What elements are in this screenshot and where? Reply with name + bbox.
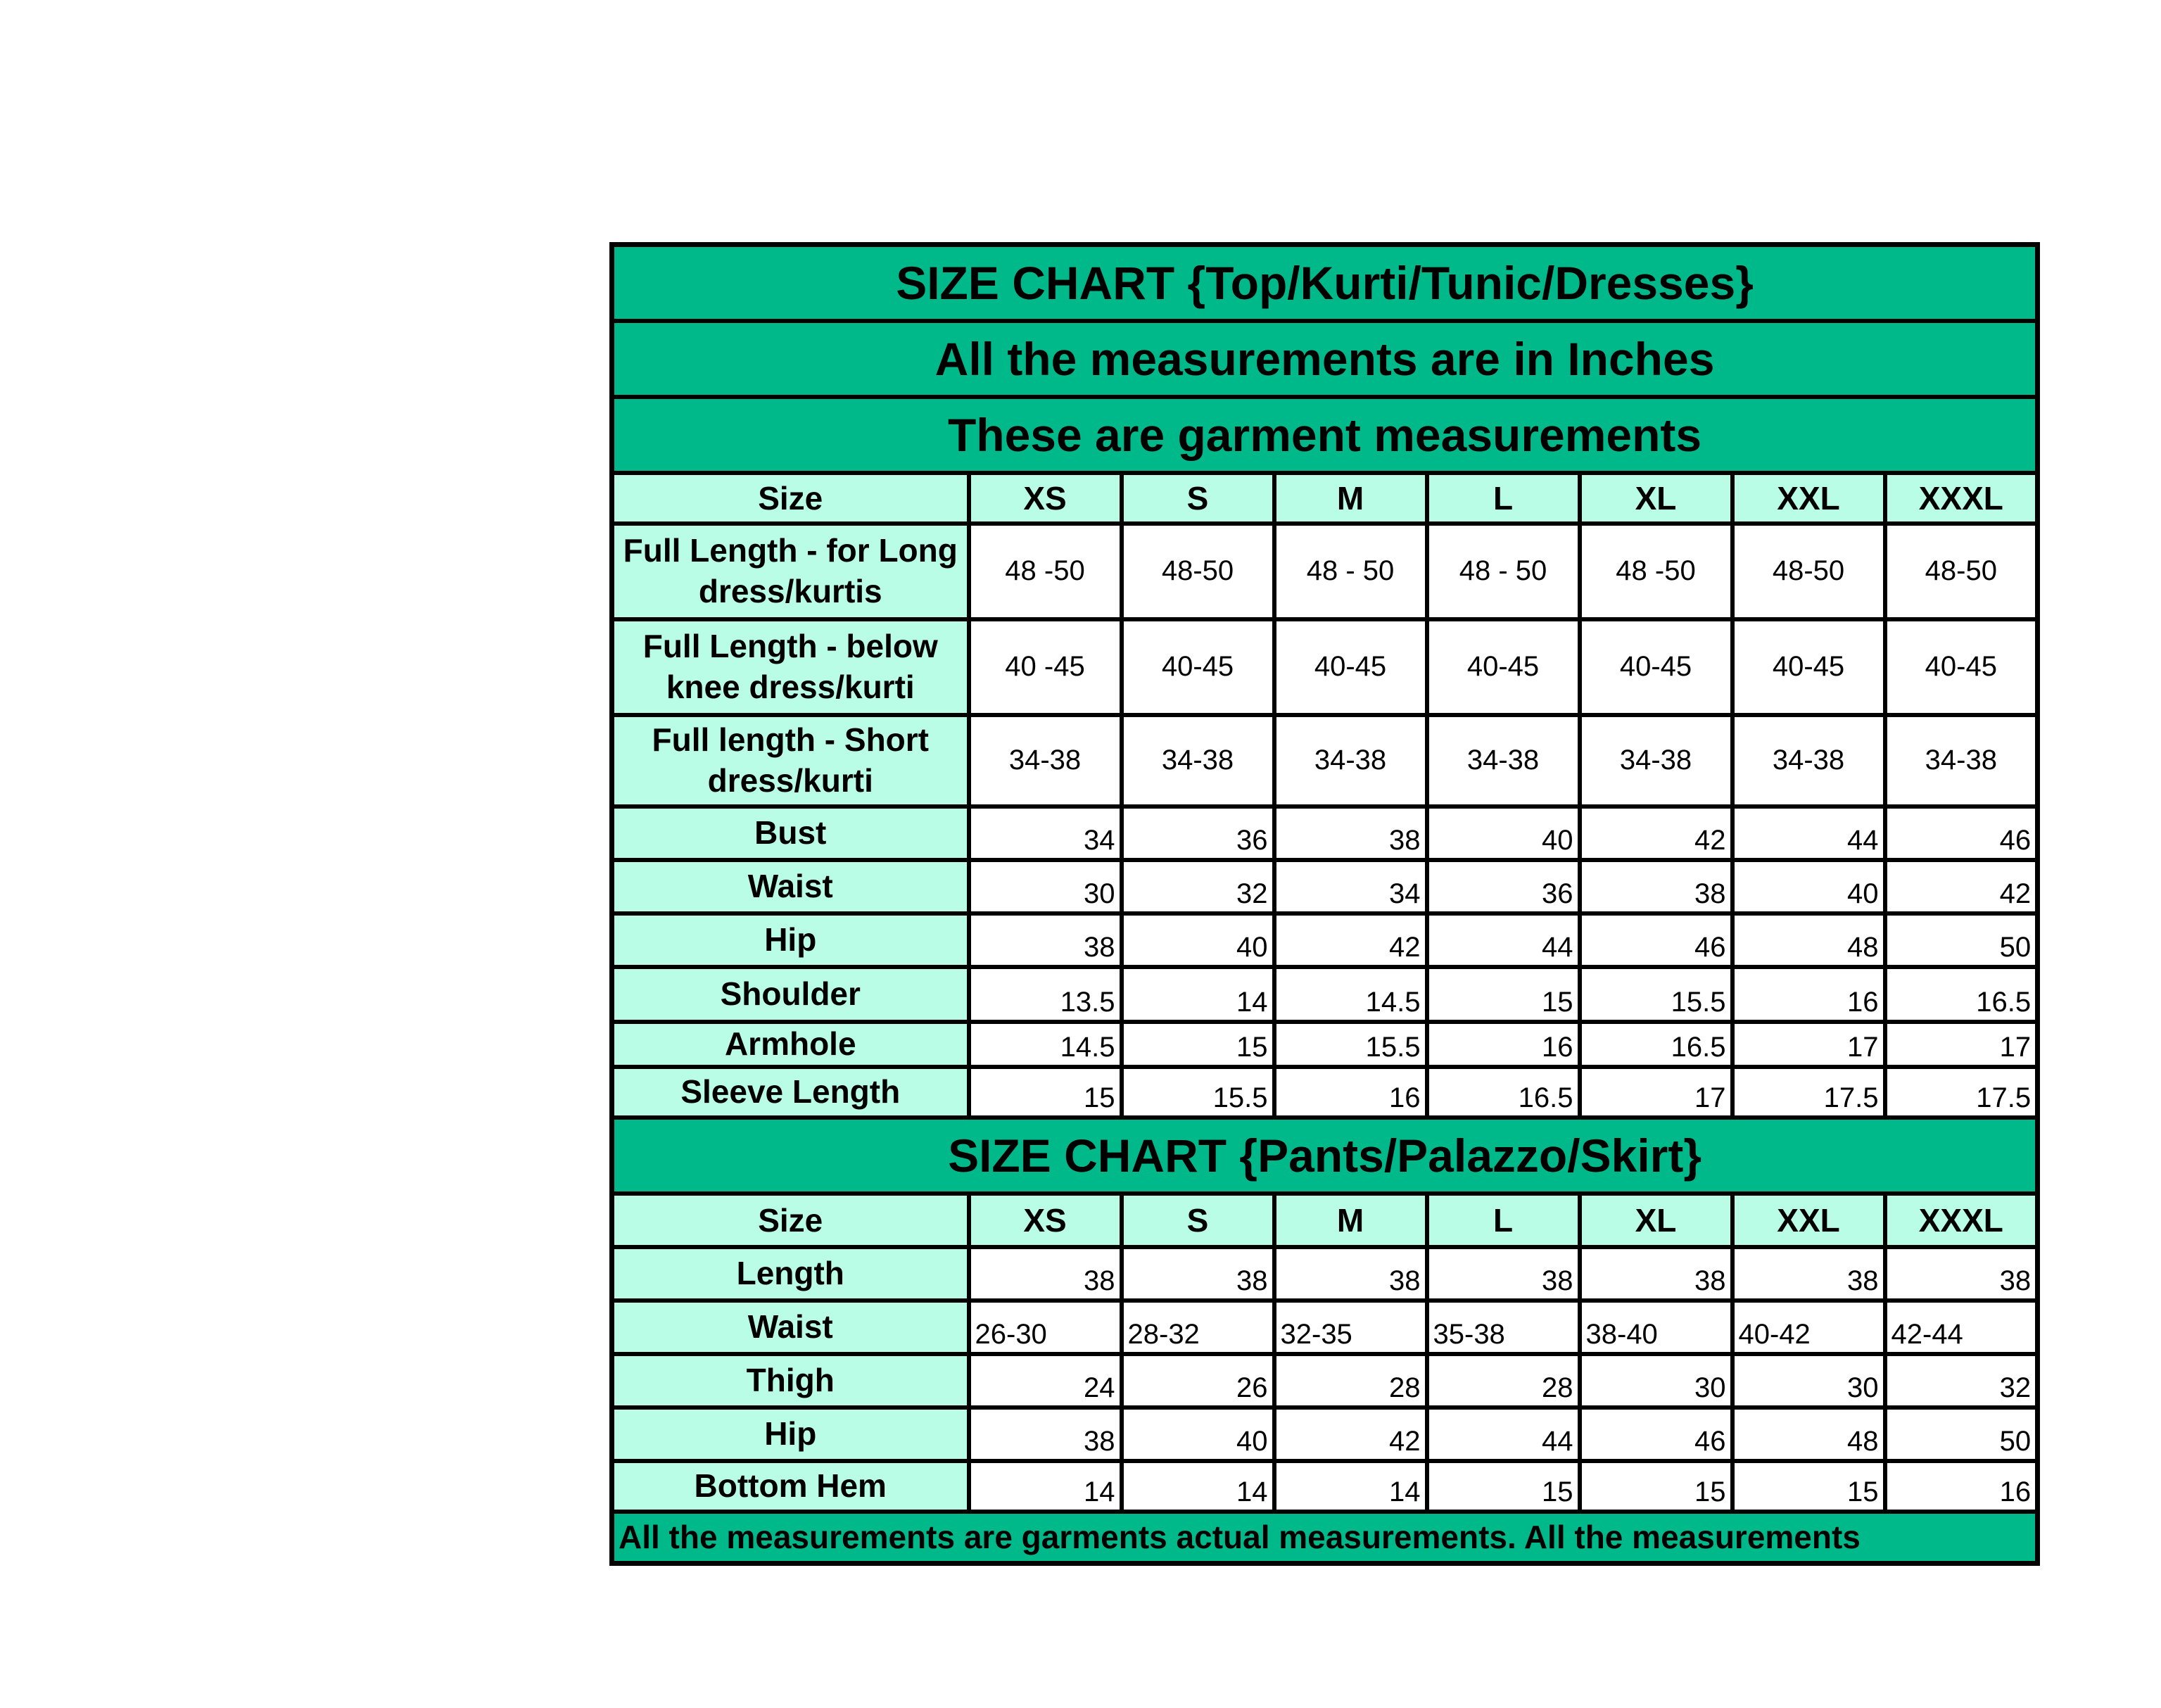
measurement-value: 40-45 [1427, 619, 1580, 715]
measurement-value: 44 [1427, 913, 1580, 967]
garment-note: These are garment measurements [612, 397, 2038, 473]
table-row [612, 1407, 2038, 1461]
measurement-value: 46 [1885, 806, 2038, 860]
table-row [612, 967, 2038, 1022]
measurement-value: 34 [1274, 860, 1427, 913]
measurement-value: 48 -50 [969, 524, 1122, 619]
measurement-value: 42 [1580, 806, 1732, 860]
measurement-value: 34-38 [1580, 715, 1732, 806]
measurement-value: 38 [1580, 1247, 1732, 1301]
units-note-row [612, 321, 2038, 397]
table-row [612, 860, 2038, 913]
measurement-value: 17 [1885, 1022, 2038, 1067]
measurement-value: 38 [969, 913, 1122, 967]
size-header: Size [612, 473, 969, 524]
measurement-value: 16 [1427, 1022, 1580, 1067]
measurement-value: 28 [1427, 1354, 1580, 1407]
measurement-value: 38 [1274, 1247, 1427, 1301]
measurement-value: 38 [969, 1407, 1122, 1461]
footer-note: All the measurements are garments actual measurements. All the measurements [612, 1512, 2038, 1564]
measurement-value: 46 [1580, 913, 1732, 967]
measurement-label: Waist [612, 860, 969, 913]
measurement-value: 42 [1274, 913, 1427, 967]
measurement-value: 48 - 50 [1427, 524, 1580, 619]
table-row [612, 1354, 2038, 1407]
bottom-chart-title: SIZE CHART {Pants/Palazzo/Skirt} [612, 1118, 2038, 1194]
size-column-header: L [1427, 473, 1580, 524]
measurement-label: Full length - Short dress/kurti [612, 715, 969, 806]
size-column-header: XXXL [1885, 1194, 2038, 1247]
measurement-value: 42 [1274, 1407, 1427, 1461]
measurement-value: 48 - 50 [1274, 524, 1427, 619]
measurement-value: 15.5 [1122, 1067, 1274, 1118]
size-header: Size [612, 1194, 969, 1247]
measurement-value: 26-30 [969, 1301, 1122, 1354]
measurement-value: 38 [1122, 1247, 1274, 1301]
measurement-value: 16 [1885, 1461, 2038, 1512]
measurement-label: Armhole [612, 1022, 969, 1067]
size-column-header: S [1122, 473, 1274, 524]
measurement-value: 14 [969, 1461, 1122, 1512]
header-row [612, 473, 2038, 524]
table-row [612, 1247, 2038, 1301]
measurement-value: 44 [1732, 806, 1885, 860]
measurement-value: 34-38 [1427, 715, 1580, 806]
units-note: All the measurements are in Inches [612, 321, 2038, 397]
table-row [612, 619, 2038, 715]
measurement-value: 44 [1427, 1407, 1580, 1461]
measurement-value: 36 [1122, 806, 1274, 860]
measurement-value: 42-44 [1885, 1301, 2038, 1354]
measurement-value: 48 [1732, 1407, 1885, 1461]
measurement-value: 40-45 [1274, 619, 1427, 715]
measurement-value: 48-50 [1732, 524, 1885, 619]
measurement-value: 40-42 [1732, 1301, 1885, 1354]
table-row [612, 806, 2038, 860]
measurement-value: 15 [1580, 1461, 1732, 1512]
measurement-value: 14.5 [1274, 967, 1427, 1022]
measurement-value: 15 [1427, 1461, 1580, 1512]
measurement-value: 40-45 [1122, 619, 1274, 715]
measurement-label: Bust [612, 806, 969, 860]
size-column-header: XXXL [1885, 473, 2038, 524]
measurement-value: 28-32 [1122, 1301, 1274, 1354]
top-chart-title: SIZE CHART {Top/Kurti/Tunic/Dresses} [612, 245, 2038, 321]
measurement-value: 38 [1427, 1247, 1580, 1301]
measurement-value: 34-38 [1885, 715, 2038, 806]
measurement-value: 16 [1732, 967, 1885, 1022]
measurement-value: 13.5 [969, 967, 1122, 1022]
measurement-value: 15 [1427, 967, 1580, 1022]
measurement-value: 15 [969, 1067, 1122, 1118]
garment-note-row [612, 397, 2038, 473]
table-row [612, 715, 2038, 806]
measurement-value: 34 [969, 806, 1122, 860]
measurement-value: 15 [1732, 1461, 1885, 1512]
measurement-label: Length [612, 1247, 969, 1301]
table-row [612, 1022, 2038, 1067]
header-row [612, 1194, 2038, 1247]
measurement-value: 38-40 [1580, 1301, 1732, 1354]
measurement-value: 16.5 [1885, 967, 2038, 1022]
measurement-value: 40 [1427, 806, 1580, 860]
measurement-label: Waist [612, 1301, 969, 1354]
size-column-header: M [1274, 1194, 1427, 1247]
measurement-label: Full Length - for Long dress/kurtis [612, 524, 969, 619]
measurement-value: 38 [1580, 860, 1732, 913]
measurement-value: 40 [1732, 860, 1885, 913]
measurement-value: 16 [1274, 1067, 1427, 1118]
table-row [612, 1461, 2038, 1512]
measurement-value: 38 [969, 1247, 1122, 1301]
measurement-value: 48-50 [1122, 524, 1274, 619]
measurement-value: 15.5 [1274, 1022, 1427, 1067]
measurement-value: 28 [1274, 1354, 1427, 1407]
measurement-value: 14.5 [969, 1022, 1122, 1067]
measurement-value: 15 [1122, 1022, 1274, 1067]
measurement-value: 30 [1732, 1354, 1885, 1407]
size-column-header: XS [969, 473, 1122, 524]
measurement-value: 32-35 [1274, 1301, 1427, 1354]
measurement-value: 16.5 [1580, 1022, 1732, 1067]
table-row [612, 913, 2038, 967]
measurement-value: 14 [1274, 1461, 1427, 1512]
measurement-label: Shoulder [612, 967, 969, 1022]
measurement-value: 42 [1885, 860, 2038, 913]
size-chart-table [609, 242, 2040, 1566]
measurement-value: 16.5 [1427, 1067, 1580, 1118]
measurement-value: 17.5 [1732, 1067, 1885, 1118]
measurement-value: 46 [1580, 1407, 1732, 1461]
measurement-value: 32 [1122, 860, 1274, 913]
measurement-value: 48-50 [1885, 524, 2038, 619]
measurement-value: 40-45 [1580, 619, 1732, 715]
size-column-header: XXL [1732, 1194, 1885, 1247]
measurement-value: 35-38 [1427, 1301, 1580, 1354]
measurement-value: 24 [969, 1354, 1122, 1407]
measurement-value: 34-38 [969, 715, 1122, 806]
measurement-value: 40-45 [1885, 619, 2038, 715]
measurement-value: 38 [1885, 1247, 2038, 1301]
measurement-value: 50 [1885, 1407, 2038, 1461]
measurement-label: Hip [612, 913, 969, 967]
measurement-value: 48 [1732, 913, 1885, 967]
measurement-value: 32 [1885, 1354, 2038, 1407]
measurement-value: 40 -45 [969, 619, 1122, 715]
measurement-value: 38 [1732, 1247, 1885, 1301]
measurement-value: 30 [969, 860, 1122, 913]
size-column-header: XXL [1732, 473, 1885, 524]
measurement-value: 34-38 [1732, 715, 1885, 806]
measurement-value: 15.5 [1580, 967, 1732, 1022]
measurement-value: 48 -50 [1580, 524, 1732, 619]
table-row [612, 1301, 2038, 1354]
measurement-label: Bottom Hem [612, 1461, 969, 1512]
size-column-header: S [1122, 1194, 1274, 1247]
size-column-header: XL [1580, 1194, 1732, 1247]
measurement-value: 36 [1427, 860, 1580, 913]
measurement-label: Thigh [612, 1354, 969, 1407]
size-column-header: XS [969, 1194, 1122, 1247]
measurement-value: 40 [1122, 913, 1274, 967]
measurement-value: 50 [1885, 913, 2038, 967]
top-chart-title-row [612, 245, 2038, 321]
measurement-value: 26 [1122, 1354, 1274, 1407]
measurement-value: 17.5 [1885, 1067, 2038, 1118]
table-row [612, 524, 2038, 619]
measurement-value: 34-38 [1122, 715, 1274, 806]
size-column-header: M [1274, 473, 1427, 524]
measurement-value: 17 [1580, 1067, 1732, 1118]
measurement-label: Full Length - below knee dress/kurti [612, 619, 969, 715]
measurement-value: 14 [1122, 967, 1274, 1022]
size-column-header: XL [1580, 473, 1732, 524]
measurement-value: 38 [1274, 806, 1427, 860]
bottom-chart-title-row [612, 1118, 2038, 1194]
size-column-header: L [1427, 1194, 1580, 1247]
measurement-label: Hip [612, 1407, 969, 1461]
measurement-value: 17 [1732, 1022, 1885, 1067]
measurement-value: 40-45 [1732, 619, 1885, 715]
measurement-value: 30 [1580, 1354, 1732, 1407]
measurement-label: Sleeve Length [612, 1067, 969, 1118]
table-row [612, 1067, 2038, 1118]
measurement-value: 14 [1122, 1461, 1274, 1512]
footer-note-row [612, 1512, 2038, 1564]
measurement-value: 34-38 [1274, 715, 1427, 806]
measurement-value: 40 [1122, 1407, 1274, 1461]
